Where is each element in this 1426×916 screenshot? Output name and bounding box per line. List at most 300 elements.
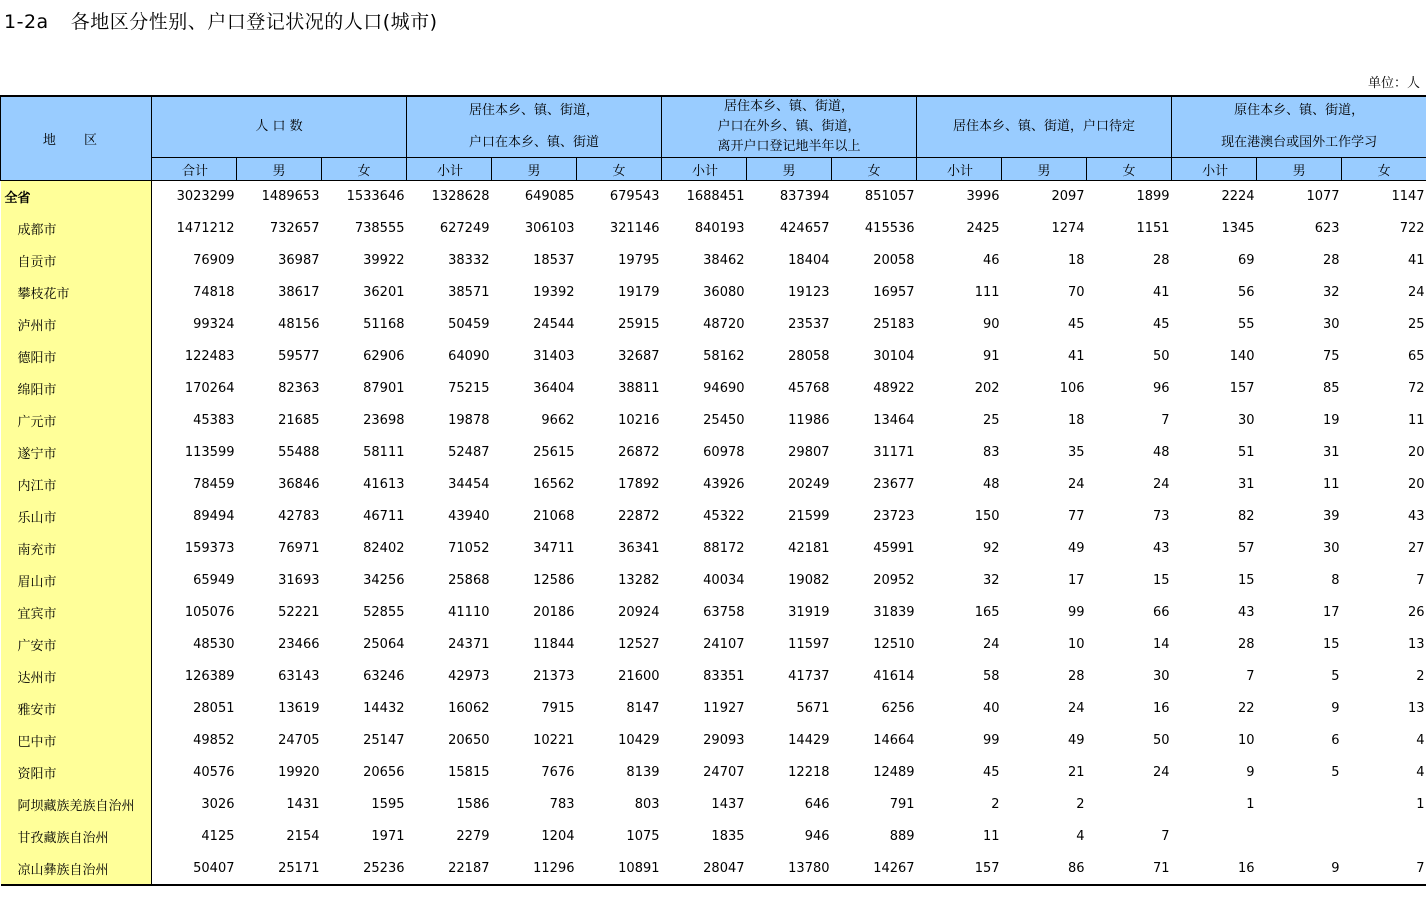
table-row [1,565,1426,597]
value-cell: 52221 [278,605,320,620]
page-title [4,7,438,34]
value-cell: 55488 [278,445,320,460]
value-cell: 90 [983,317,1000,332]
value-cell: 7676 [541,765,575,780]
value-cell: 26 [1408,605,1425,620]
value-cell: 1151 [1136,221,1170,236]
sub-column-header: 小计 [407,158,492,181]
value-cell: 623 [1314,221,1340,236]
sub-column-header: 女 [1342,158,1426,181]
value-cell: 34454 [448,477,490,492]
value-cell: 45383 [193,413,235,428]
value-cell: 1489653 [261,189,320,205]
value-cell: 1688451 [686,189,745,205]
value-cell: 69 [1238,253,1255,268]
value-cell: 165 [974,605,1000,620]
value-cell: 4 [1076,829,1085,844]
value-cell: 14429 [788,733,830,748]
table-row [1,821,1426,853]
table-title-text: 各地区分性别、户口登记状况的人口(城市) [70,11,438,33]
value-cell: 22 [1238,701,1255,716]
value-cell: 111 [974,285,1000,300]
value-cell: 42181 [788,541,830,556]
value-cell: 31 [1323,445,1340,460]
value-cell: 627249 [439,221,490,236]
value-cell: 646 [804,797,830,812]
value-cell: 36080 [703,285,745,300]
value-cell: 9662 [541,413,575,428]
value-cell: 46 [983,253,1000,268]
value-cell: 11986 [788,413,830,428]
value-cell: 25868 [448,573,490,588]
value-cell: 157 [917,853,1002,885]
value-cell: 7 [1161,413,1170,428]
value-cell: 83351 [703,669,745,684]
value-cell: 48156 [278,317,320,332]
value-cell: 43 [1153,541,1170,556]
value-cell: 82363 [278,381,320,396]
value-cell: 25915 [618,317,660,332]
value-cell: 58111 [363,445,405,460]
value-cell: 23466 [278,637,320,652]
value-cell: 424657 [779,221,830,236]
value-cell: 30 [1153,669,1170,684]
value-cell: 738555 [354,221,405,236]
value-cell: 17892 [618,477,660,492]
value-cell: 39922 [363,253,405,268]
value-cell: 35 [1068,445,1085,460]
value-cell: 28 [1323,253,1340,268]
region-name-cell: 雅安市 [1,693,152,725]
value-cell: 722 [1399,221,1425,236]
value-cell: 78459 [193,477,235,492]
value-cell: 24 [1068,477,1085,492]
value-cell: 10 [1238,733,1255,748]
region-name-cell: 宜宾市 [1,597,152,629]
group-header-pending-hukou: 居住本乡、镇、街道，户口待定 [917,96,1172,158]
value-cell: 9 [1246,765,1255,780]
region-name-cell: 甘孜藏族自治州 [1,821,152,853]
value-cell: 1274 [1051,221,1085,236]
table-row [1,853,1426,885]
table-row [1,533,1426,565]
value-cell: 7 [1416,573,1425,588]
value-cell: 83 [983,445,1000,460]
value-cell: 65949 [193,573,235,588]
value-cell: 41737 [788,669,830,684]
table-row [1,629,1426,661]
value-cell: 21 [1068,765,1085,780]
value-cell: 851057 [864,189,915,205]
value-cell: 803 [634,797,660,812]
value-cell: 31 [1238,477,1255,492]
value-cell: 50459 [448,317,490,332]
value-cell: 16 [1172,853,1257,885]
value-cell: 45 [1068,317,1085,332]
region-name-cell: 成都市 [1,213,152,245]
value-cell: 50 [1153,349,1170,364]
table-row [1,757,1426,789]
value-cell: 24 [1408,285,1425,300]
value-cell: 20058 [873,253,915,268]
value-cell: 41614 [873,669,915,684]
value-cell: 11 [1323,477,1340,492]
value-cell [1172,821,1257,853]
region-name-cell: 遂宁市 [1,437,152,469]
value-cell: 24 [1153,765,1170,780]
value-cell: 60978 [703,445,745,460]
value-cell: 23537 [788,317,830,332]
value-cell: 19179 [618,285,660,300]
value-cell: 23723 [873,509,915,524]
value-cell: 7 [1161,829,1170,844]
table-row [1,469,1426,501]
value-cell: 5 [1331,765,1340,780]
value-cell: 1835 [711,829,745,844]
value-cell: 20 [1408,477,1425,492]
value-cell: 7 [1246,669,1255,684]
value-cell: 12489 [873,765,915,780]
value-cell: 2279 [456,829,490,844]
value-cell: 1533646 [346,189,405,205]
value-cell: 96 [1153,381,1170,396]
value-cell: 48720 [703,317,745,332]
value-cell: 25450 [703,413,745,428]
value-cell: 20249 [788,477,830,492]
region-name-cell: 巴中市 [1,725,152,757]
value-cell: 13464 [873,413,915,428]
sub-column-header: 女 [832,158,917,181]
value-cell: 25236 [322,853,407,885]
value-cell: 21599 [788,509,830,524]
value-cell: 82 [1238,509,1255,524]
value-cell: 12510 [873,637,915,652]
value-cell: 25 [1408,317,1425,332]
value-cell: 40 [983,701,1000,716]
value-cell: 1147 [1391,189,1425,205]
value-cell: 10216 [618,413,660,428]
value-cell: 63143 [278,669,320,684]
value-cell: 13780 [747,853,832,885]
value-cell: 2224 [1221,189,1255,205]
value-cell: 20656 [363,765,405,780]
value-cell: 10 [1068,637,1085,652]
value-cell: 18537 [533,253,575,268]
value-cell: 8 [1331,573,1340,588]
value-cell: 679543 [609,189,660,205]
value-cell: 27 [1408,541,1425,556]
value-cell: 66 [1153,605,1170,620]
value-cell: 77 [1068,509,1085,524]
table-row [1,277,1426,309]
value-cell: 20 [1408,445,1425,460]
value-cell: 76909 [193,253,235,268]
value-cell: 73 [1153,509,1170,524]
value-cell: 30 [1323,541,1340,556]
value-cell: 99 [983,733,1000,748]
value-cell: 25 [983,413,1000,428]
value-cell: 42783 [278,509,320,524]
value-cell: 48530 [193,637,235,652]
value-cell: 1345 [1221,221,1255,236]
value-cell: 31919 [788,605,830,620]
value-cell: 10221 [533,733,575,748]
value-cell: 36341 [618,541,660,556]
value-cell: 20186 [533,605,575,620]
value-cell: 791 [889,797,915,812]
table-row [1,597,1426,629]
value-cell: 41613 [363,477,405,492]
value-cell: 24107 [703,637,745,652]
value-cell: 14267 [832,853,917,885]
value-cell: 150 [974,509,1000,524]
value-cell: 21600 [618,669,660,684]
value-cell: 18404 [788,253,830,268]
sub-column-header: 合计 [152,158,237,181]
region-name-cell: 眉山市 [1,565,152,597]
value-cell: 10891 [577,853,662,885]
value-cell: 2097 [1051,189,1085,205]
value-cell: 43926 [703,477,745,492]
value-cell: 4125 [201,829,235,844]
value-cell: 17 [1323,605,1340,620]
value-cell: 45991 [873,541,915,556]
value-cell: 889 [889,829,915,844]
value-cell: 19392 [533,285,575,300]
value-cell: 105076 [184,605,235,620]
value-cell: 15 [1153,573,1170,588]
value-cell: 29093 [703,733,745,748]
value-cell: 106 [1059,381,1085,396]
value-cell: 94690 [703,381,745,396]
value-cell: 36201 [363,285,405,300]
region-name-cell: 攀枝花市 [1,277,152,309]
value-cell: 3023299 [176,189,235,205]
table-row [1,309,1426,341]
value-cell: 24707 [703,765,745,780]
value-cell: 14432 [363,701,405,716]
value-cell: 28058 [788,349,830,364]
value-cell: 89494 [193,509,235,524]
value-cell: 52855 [363,605,405,620]
value-cell: 2154 [286,829,320,844]
value-cell: 28 [1068,669,1085,684]
value-cell: 45768 [788,381,830,396]
value-cell: 48 [983,477,1000,492]
value-cell: 99 [1068,605,1085,620]
region-name-cell: 绵阳市 [1,373,152,405]
value-cell: 18 [1068,253,1085,268]
value-cell: 20650 [448,733,490,748]
value-cell: 42973 [448,669,490,684]
value-cell: 12586 [533,573,575,588]
region-name-cell: 南充市 [1,533,152,565]
value-cell: 732657 [269,221,320,236]
value-cell: 17 [1068,573,1085,588]
region-name-cell: 自贡市 [1,245,152,277]
value-cell: 28051 [193,701,235,716]
value-cell: 24544 [533,317,575,332]
value-cell: 14 [1153,637,1170,652]
value-cell: 38571 [448,285,490,300]
value-cell: 16 [1153,701,1170,716]
sub-column-header: 小计 [917,158,1002,181]
value-cell: 39 [1323,509,1340,524]
value-cell: 25147 [363,733,405,748]
value-cell: 126389 [184,669,235,684]
value-cell: 62906 [363,349,405,364]
value-cell: 45 [983,765,1000,780]
sub-column-header: 男 [1257,158,1342,181]
value-cell: 1077 [1306,189,1340,205]
value-cell: 19920 [278,765,320,780]
value-cell: 31171 [873,445,915,460]
region-name-cell: 阿坝藏族羌族自治州 [1,789,152,821]
sub-column-header: 男 [492,158,577,181]
value-cell: 3996 [966,189,1000,205]
value-cell: 6 [1331,733,1340,748]
value-cell: 18 [1068,413,1085,428]
value-cell: 26872 [618,445,660,460]
value-cell: 19878 [448,413,490,428]
value-cell: 36846 [278,477,320,492]
value-cell: 41110 [448,605,490,620]
value-cell: 415536 [864,221,915,236]
value-cell: 43940 [448,509,490,524]
value-cell: 43 [1408,509,1425,524]
value-cell: 52487 [448,445,490,460]
value-cell: 31403 [533,349,575,364]
value-cell: 9 [1257,853,1342,885]
value-cell: 50407 [152,853,237,885]
value-cell: 30 [1238,413,1255,428]
value-cell: 16957 [873,285,915,300]
value-cell: 82402 [363,541,405,556]
value-cell: 76971 [278,541,320,556]
value-cell: 140 [1229,349,1255,364]
value-cell: 91 [983,349,1000,364]
value-cell: 49852 [193,733,235,748]
value-cell: 11927 [703,701,745,716]
group-header-away-hukou: 居住本乡、镇、街道， 户口在外乡、镇、街道， 离开户口登记地半年以上 [662,96,917,158]
value-cell: 40576 [193,765,235,780]
value-cell: 64090 [448,349,490,364]
value-cell: 36404 [533,381,575,396]
value-cell: 30104 [873,349,915,364]
value-cell: 51 [1238,445,1255,460]
value-cell: 63246 [363,669,405,684]
value-cell: 19123 [788,285,830,300]
region-name-cell: 泸州市 [1,309,152,341]
value-cell: 11296 [492,853,577,885]
value-cell: 5 [1331,669,1340,684]
region-name-cell: 广安市 [1,629,152,661]
value-cell: 25064 [363,637,405,652]
region-name-cell: 德阳市 [1,341,152,373]
value-cell: 49 [1068,541,1085,556]
value-cell: 1204 [541,829,575,844]
value-cell: 16062 [448,701,490,716]
value-cell: 56 [1238,285,1255,300]
sub-column-header: 男 [1002,158,1087,181]
value-cell: 31839 [873,605,915,620]
sub-column-header: 女 [322,158,407,181]
value-cell: 75 [1323,349,1340,364]
value-cell: 21068 [533,509,575,524]
value-cell: 837394 [779,189,830,205]
value-cell: 25171 [237,853,322,885]
value-cell: 1595 [371,797,405,812]
value-cell: 24 [1068,701,1085,716]
value-cell: 70 [1068,285,1085,300]
value-cell: 38332 [448,253,490,268]
value-cell: 20952 [873,573,915,588]
value-cell: 72 [1408,381,1425,396]
value-cell: 16562 [533,477,575,492]
region-name-cell: 凉山彝族自治州 [1,853,152,885]
table-row [1,501,1426,533]
value-cell: 3026 [201,797,235,812]
sub-column-header: 女 [1087,158,1172,181]
value-cell: 2 [991,797,1000,812]
table-row [1,245,1426,277]
sub-column-header: 小计 [662,158,747,181]
value-cell: 11597 [788,637,830,652]
table-row [1,213,1426,245]
value-cell: 31693 [278,573,320,588]
value-cell: 5671 [796,701,830,716]
value-cell: 13619 [278,701,320,716]
group-header-abroad: 原住本乡、镇、街道， 现在港澳台或国外工作学习 [1172,96,1426,158]
table-row [1,405,1426,437]
value-cell: 74818 [193,285,235,300]
value-cell: 2 [1076,797,1085,812]
value-cell: 1971 [371,829,405,844]
value-cell: 157 [1229,381,1255,396]
value-cell: 122483 [184,349,235,364]
value-cell: 40034 [703,573,745,588]
value-cell [1087,789,1172,821]
value-cell: 86 [1002,853,1087,885]
sub-column-header: 男 [237,158,322,181]
region-name-cell: 全省 [1,181,152,213]
sub-column-header: 女 [577,158,662,181]
table-row [1,341,1426,373]
value-cell: 28047 [662,853,747,885]
value-cell: 15 [1238,573,1255,588]
value-cell: 29807 [788,445,830,460]
sub-column-header: 小计 [1172,158,1257,181]
value-cell: 21685 [278,413,320,428]
value-cell: 11 [1408,413,1425,428]
value-cell: 12527 [618,637,660,652]
value-cell: 1075 [626,829,660,844]
value-cell: 45322 [703,509,745,524]
value-cell: 8139 [626,765,660,780]
value-cell: 85 [1323,381,1340,396]
table-row [1,437,1426,469]
value-cell: 159373 [184,541,235,556]
value-cell: 41 [1153,285,1170,300]
value-cell: 170264 [184,381,235,396]
value-cell: 12218 [788,765,830,780]
value-cell: 1899 [1136,189,1170,205]
value-cell: 38811 [618,381,660,396]
value-cell: 946 [804,829,830,844]
value-cell: 25615 [533,445,575,460]
value-cell: 840193 [694,221,745,236]
value-cell: 30 [1323,317,1340,332]
